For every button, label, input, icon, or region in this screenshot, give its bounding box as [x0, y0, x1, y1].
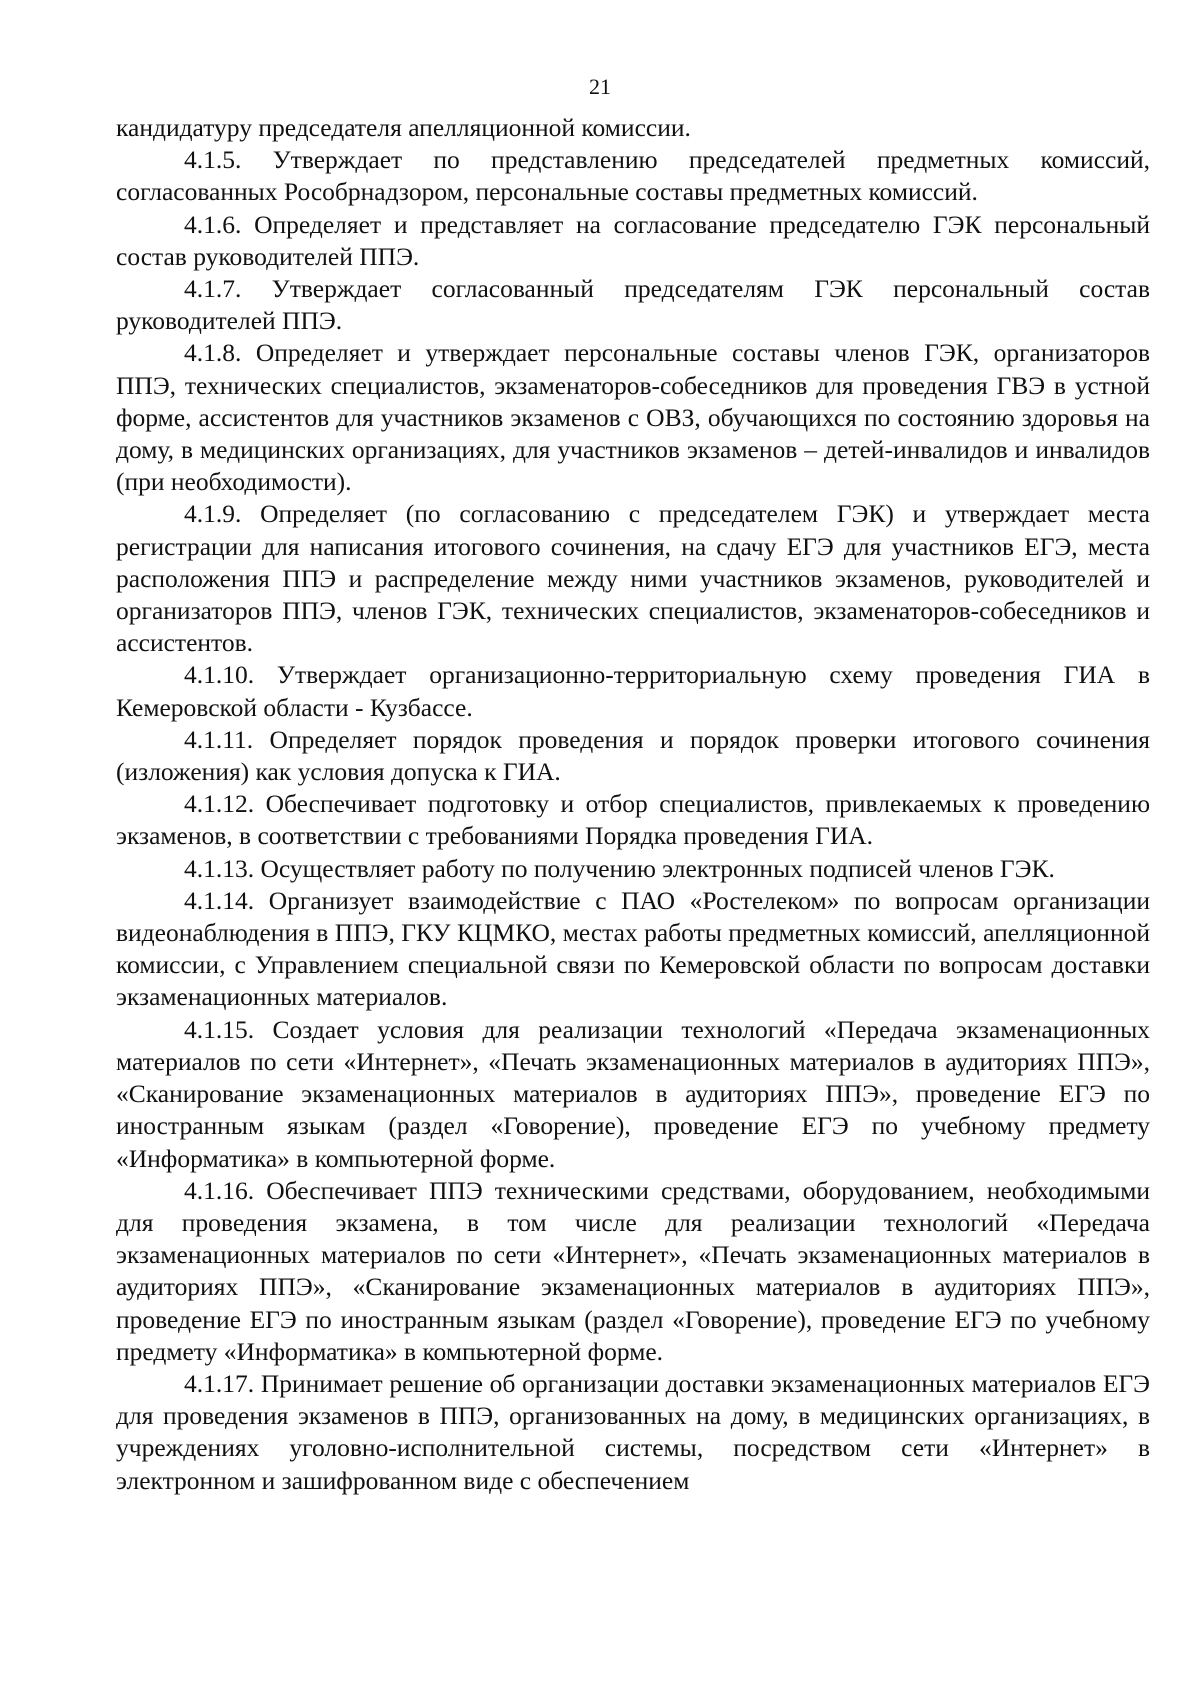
paragraph-4-1-9: 4.1.9. Определяет (по согласованию с председателем ГЭК) и утверждает места регистрации для написания итогового сочинения, на сдачу ЕГЭ для участников ЕГЭ, места расположения ППЭ и распределение между ними участников экзаменов, руководителей и организаторов ППЭ, членов ГЭК, технических специалистов, экзаменаторов-собеседников и ассистентов.	[116, 499, 1150, 658]
paragraph-4-1-11: 4.1.11. Определяет порядок проведения и порядок проверки итогового сочинения (изложения) как условия допуска к ГИА.	[116, 724, 1150, 787]
paragraph-4-1-15: 4.1.15. Создает условия для реализации технологий «Передача экзаменационных материалов по сети «Интернет», «Печать экзаменационных материалов в аудиториях ППЭ», «Сканирование экзаменационных материалов в аудиториях ППЭ», проведение ЕГЭ по иностранным языкам (раздел «Говорение), проведение ЕГЭ по учебному предмету «Информатика» в компьютерной форме.	[116, 1014, 1150, 1173]
paragraph-4-1-8: 4.1.8. Определяет и утверждает персональные составы членов ГЭК, организаторов ППЭ, технических специалистов, экзаменаторов-собеседников для проведения ГВЭ в устной форме, ассистентов для участников экзаменов с ОВЗ, обучающихся по состоянию здоровья на дому, в медицинских организациях, для участников экзаменов – детей-инвалидов и инвалидов (при необходимости).	[116, 338, 1150, 497]
page-number: 21	[589, 74, 611, 99]
document-body	[116, 112, 1150, 1497]
paragraph-4-1-10: 4.1.10. Утверждает организационно-территориальную схему проведения ГИА в Кемеровской области - Кузбассе.	[116, 660, 1150, 722]
paragraph-4-1-16: 4.1.16. Обеспечивает ППЭ техническими средствами, оборудованием, необходимыми для проведения экзамена, в том числе для реализации технологий «Передача экзаменационных материалов по сети «Интернет», «Печать экзаменационных материалов в аудиториях ППЭ», «Сканирование экзаменационных материалов в аудиториях ППЭ», проведение ЕГЭ по иностранным языкам (раздел «Говорение), проведение ЕГЭ по учебному предмету «Информатика» в компьютерной форме.	[116, 1175, 1150, 1366]
paragraph-4-1-13: 4.1.13. Осуществляет работу по получению электронных подписей членов ГЭК.	[184, 853, 1055, 883]
paragraph-4-1-5: 4.1.5. Утверждает по представлению председателей предметных комиссий, согласованных Рособрнадзором, персональные составы предметных комиссий.	[116, 145, 1150, 207]
paragraph-continuation: кандидатуру председателя апелляционной комиссии.	[116, 113, 691, 142]
paragraph-4-1-7: 4.1.7. Утверждает согласованный председателям ГЭК персональный состав руководителей ППЭ.	[116, 274, 1150, 336]
paragraph-4-1-14: 4.1.14. Организует взаимодействие с ПАО «Ростелеком» по вопросам организации видеонаблюдения в ППЭ, ГКУ КЦМКО, местах работы предметных комиссий, апелляционной комиссии, с Управлением специальной связи по Кемеровской области по вопросам доставки экзаменационных материалов.	[116, 885, 1150, 1012]
paragraph-4-1-12: 4.1.12. Обеспечивает подготовку и отбор специалистов, привлекаемых к проведению экзаменов, в соответствии с требованиями Порядка проведения ГИА.	[116, 789, 1150, 851]
paragraph-4-1-17: 4.1.17. Принимает решение об организации доставки экзаменационных материалов ЕГЭ для проведения экзаменов в ППЭ, организованных на дому, в медицинских организациях, в учреждениях уголовно-исполнительной системы, посредством сети «Интернет» в электронном и зашифрованном виде с обеспечением	[116, 1368, 1150, 1495]
paragraph-4-1-6: 4.1.6. Определяет и представляет на согласование председателю ГЭК персональный состав руководителей ППЭ.	[116, 209, 1150, 271]
